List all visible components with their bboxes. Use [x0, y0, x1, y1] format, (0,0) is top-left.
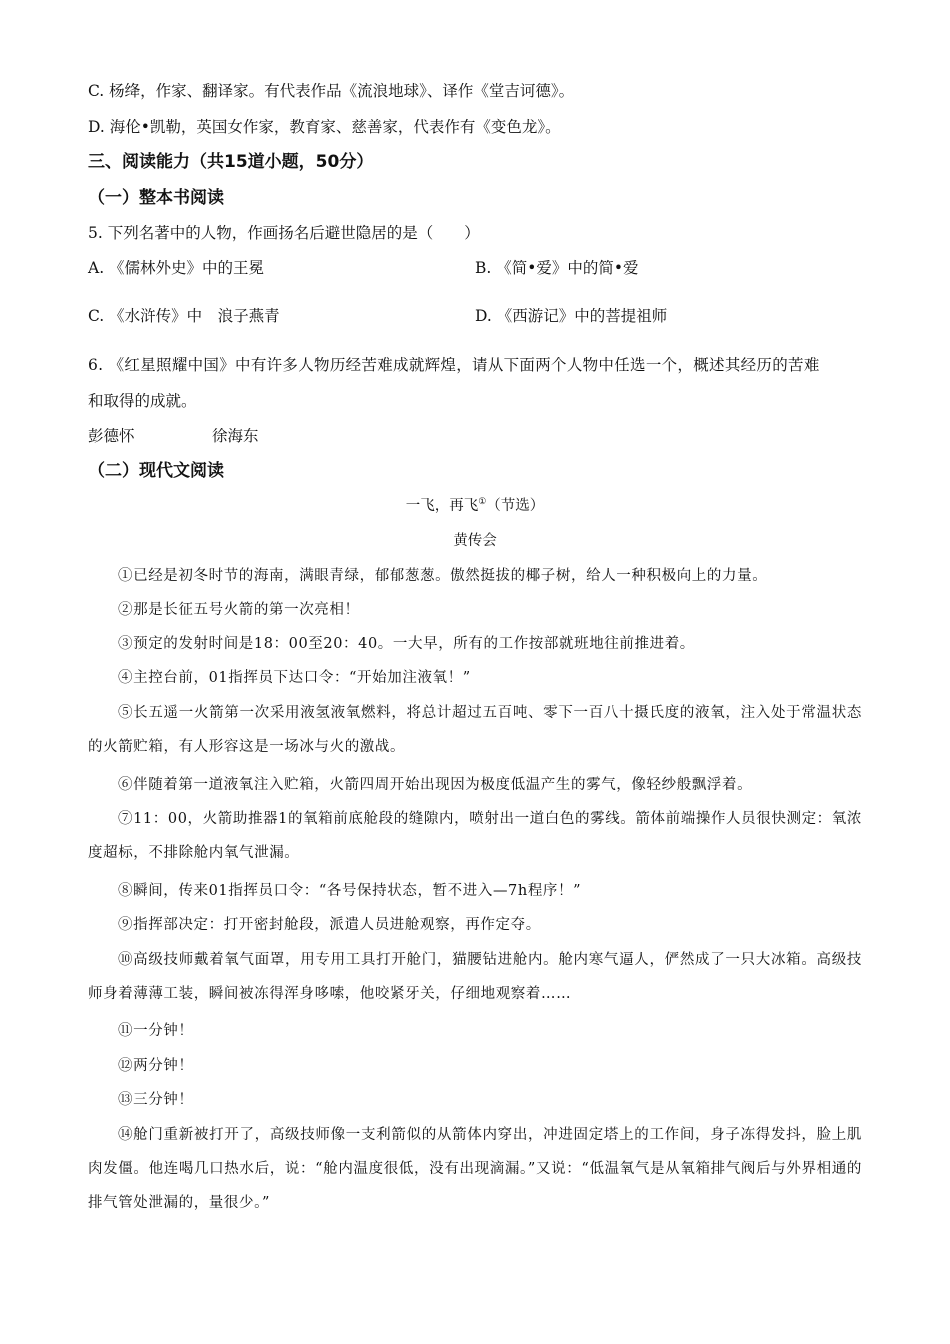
- article-author: 黄传会: [453, 533, 497, 549]
- option-c-previous: C. 杨绛，作家、翻译家。有代表作品《流浪地球》、译作《堂吉诃德》。: [88, 82, 575, 100]
- article-title-suffix: （节选）: [486, 498, 545, 514]
- article-paragraph-2: ②那是长征五号火箭的第一次亮相！: [118, 602, 360, 618]
- article-paragraph-10: ⑩高级技师戴着氧气面罩，用专用工具打开舱门，猫腰钻进舱内。舱内寒气逼人，俨然成了一只大冰箱。高级技师身着薄薄工装，瞬间被冻得浑身哆嗦，他咬紧牙关，仔细地观察着……: [88, 952, 862, 1002]
- question-5-option-a: A. 《儒林外史》中的王冕: [88, 259, 265, 277]
- article-paragraph-11: ⑪一分钟！: [118, 1023, 194, 1039]
- article-paragraph-1: ①已经是初冬时节的海南，满眼青绿，郁郁葱葱。傲然挺拔的椰子树，给人一种积极向上的力量。: [118, 568, 768, 584]
- question-5-option-d: D. 《西游记》中的菩提祖师: [475, 307, 668, 325]
- option-d-previous: D. 海伦•凯勒，英国女作家，教育家、慈善家，代表作有《变色龙》。: [88, 118, 561, 136]
- article-title: [0, 495, 950, 517]
- question-6-person-1: 彭德怀: [88, 427, 135, 445]
- article-paragraph-9: ⑨指挥部决定：打开密封舱段，派遣人员进舱观察，再作定夺。: [118, 917, 541, 933]
- article-paragraph-12: ⑫两分钟！: [118, 1058, 194, 1074]
- article-paragraph-3: ③预定的发射时间是18：00至20：40。一大早，所有的工作按部就班地往前推进着。: [118, 636, 695, 652]
- article-paragraph-8: ⑧瞬间，传来01指挥员口令：“各号保持状态，暂不进入—7h程序！”: [118, 883, 582, 899]
- article-paragraph-6: ⑥伴随着第一道液氧注入贮箱，火箭四周开始出现因为极度低温产生的雾气，像轻纱般飘浮着。: [118, 777, 753, 793]
- article-title-text: 一飞，再飞: [405, 498, 479, 514]
- question-6-line-1: 6. 《红星照耀中国》中有许多人物历经苦难成就辉煌，请从下面两个人物中任选一个，概述其经历的苦难: [88, 356, 820, 374]
- article-paragraph-7: ⑦11：00，火箭助推器1的氧箱前底舱段的缝隙内，喷射出一道白色的雾线。箭体前端操作人员很快测定：氧浓度超标，不排除舱内氧气泄漏。: [88, 811, 862, 861]
- section-heading: 三、阅读能力（共15道小题，50分）: [88, 152, 374, 172]
- subsection-heading-modern-reading: （二）现代文阅读: [88, 461, 224, 481]
- article-paragraph-5: ⑤长五遥一火箭第一次采用液氢液氧燃料，将总计超过五百吨、零下一百八十摄氏度的液氧，注入处于常温状态的火箭贮箱，有人形容这是一场冰与火的激战。: [88, 705, 862, 755]
- question-5-option-b: B. 《简•爱》中的简•爱: [475, 259, 639, 277]
- subsection-heading-book-reading: （一）整本书阅读: [88, 188, 224, 208]
- article-title-note: ①: [478, 497, 487, 508]
- question-6-person-2: 徐海东: [212, 427, 259, 445]
- question-5-option-c: C. 《水浒传》中 浪子燕青: [88, 307, 280, 325]
- article-paragraph-14: ⑭舱门重新被打开了，高级技师像一支利箭似的从箭体内穿出，冲进固定塔上的工作间，身子冻得发抖，脸上肌肉发僵。他连喝几口热水后，说：“舱内温度很低，没有出现滴漏。”又说：“低温氧气是从氧箱排气阀后与外界相通的排气管处泄漏的，量很少。”: [88, 1127, 862, 1211]
- question-5-stem: 5. 下列名著中的人物，作画扬名后避世隐居的是（ ）: [88, 224, 480, 242]
- article-paragraph-4: ④主控台前，01指挥员下达口令：“开始加注液氧！”: [118, 670, 471, 686]
- question-6-line-2: 和取得的成就。: [88, 392, 197, 410]
- article-paragraph-13: ⑬三分钟！: [118, 1092, 194, 1108]
